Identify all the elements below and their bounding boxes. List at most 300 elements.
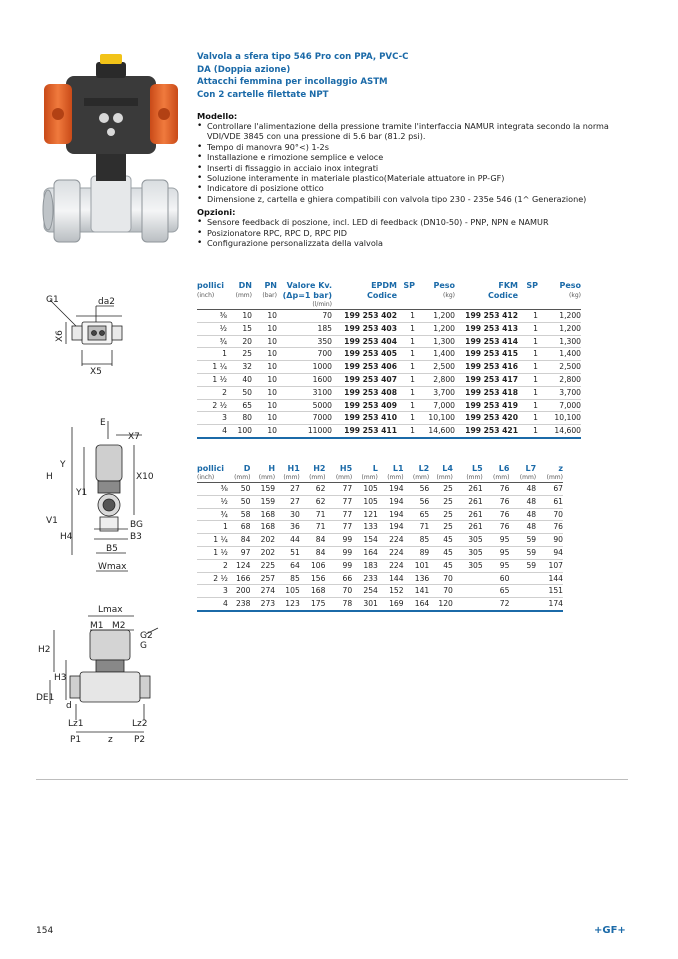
table-row: [197, 373, 581, 386]
codes-table: [197, 281, 581, 439]
table-cell: 94: [536, 546, 563, 559]
table-cell: 65: [227, 399, 252, 412]
table-cell: 1000: [277, 361, 332, 374]
table-cell: 62: [300, 483, 326, 496]
gf-logo: +GF+: [594, 925, 626, 936]
table-header-row: [197, 291, 581, 301]
table-cell: 64: [275, 559, 300, 572]
column-header: Codice: [366, 291, 397, 300]
table-cell: 32: [227, 361, 252, 374]
table-cell: ½: [197, 322, 227, 335]
table-cell: 70: [429, 572, 453, 585]
table-cell: 199 253 413: [455, 322, 518, 335]
table-cell: 1: [397, 322, 415, 335]
drawing-label: G2: [140, 631, 153, 641]
table-cell: 199 253 412: [455, 310, 518, 323]
column-unit: (mm): [283, 474, 300, 481]
column-unit: (mm): [493, 474, 510, 481]
table-cell: 85: [275, 572, 300, 585]
table-cell: 70: [325, 585, 352, 598]
table-cell: 80: [227, 412, 252, 425]
table-cell: 101: [404, 559, 430, 572]
table-cell: 144: [378, 572, 404, 585]
drawing-label: DE1: [36, 693, 55, 703]
title-line: Con 2 cartelle filettate NPT: [197, 89, 329, 100]
table-cell: 159: [250, 483, 275, 496]
drawing-label: z: [108, 735, 113, 745]
table-cell: 51: [275, 546, 300, 559]
table-cell: 224: [378, 546, 404, 559]
column-header: H: [268, 464, 276, 473]
table-cell: 1,200: [538, 310, 581, 323]
column-header: H2: [313, 464, 326, 473]
codes-table-wrap: [197, 281, 581, 439]
table-cell: 159: [250, 495, 275, 508]
table-cell: 70: [277, 310, 332, 323]
technical-drawing-side: [36, 600, 161, 745]
table-cell: 168: [250, 508, 275, 521]
list-item: • Configurazione personalizzata della valvola: [197, 238, 629, 248]
drawing-label: B5: [106, 544, 118, 554]
table-cell: 225: [250, 559, 275, 572]
table-cell: 61: [536, 495, 563, 508]
table-row: [197, 546, 563, 559]
table-cell: 10,100: [538, 412, 581, 425]
table-cell: 7,000: [415, 399, 455, 412]
table-cell: 1 ½: [197, 546, 228, 559]
table-cell: 175: [300, 598, 326, 611]
table-cell: 274: [250, 585, 275, 598]
table-cell: 76: [483, 483, 510, 496]
table-cell: 120: [429, 598, 453, 611]
table-cell: 76: [483, 521, 510, 534]
drawing-label: G: [140, 641, 147, 651]
table-cell: [509, 598, 536, 611]
drawing-label: Y1: [76, 488, 88, 498]
table-cell: 199 253 416: [455, 361, 518, 374]
column-unit: (mm): [258, 474, 276, 481]
table-cell: 261: [453, 508, 483, 521]
table-cell: 1: [518, 399, 538, 412]
table-cell: 99: [325, 559, 352, 572]
opzioni-list: [197, 217, 629, 248]
table-cell: 199 253 409: [332, 399, 397, 412]
column-unit: (mm): [235, 292, 252, 299]
column-header: PN: [264, 281, 277, 290]
column-unit: (kg): [569, 292, 581, 299]
table-cell: 27: [275, 483, 300, 496]
table-cell: 199 253 421: [455, 425, 518, 438]
dimensions-table: [197, 464, 563, 612]
table-cell: 273: [250, 598, 275, 611]
table-cell: 76: [483, 508, 510, 521]
table-cell: 95: [483, 534, 510, 547]
footer-divider: [36, 779, 628, 780]
table-cell: 1: [518, 412, 538, 425]
table-cell: 254: [352, 585, 378, 598]
table-cell: 78: [325, 598, 352, 611]
table-cell: 30: [275, 508, 300, 521]
table-cell: 202: [250, 546, 275, 559]
column-header: Peso: [559, 281, 581, 290]
table-cell: 1: [518, 386, 538, 399]
table-cell: 305: [453, 559, 483, 572]
table-cell: 84: [300, 534, 326, 547]
drawing-label: V1: [46, 516, 58, 526]
technical-drawing-front: [36, 415, 156, 580]
drawing-label: P1: [70, 735, 82, 745]
drawing-label: X5: [90, 367, 102, 377]
column-unit: (inch): [197, 292, 215, 299]
table-cell: 168: [250, 521, 275, 534]
table-cell: 3,700: [415, 386, 455, 399]
table-cell: 194: [378, 521, 404, 534]
column-unit: (mm): [436, 474, 453, 481]
table-cell: 40: [227, 373, 252, 386]
table-cell: 1: [397, 348, 415, 361]
table-cell: 2,500: [415, 361, 455, 374]
table-cell: 1,400: [538, 348, 581, 361]
table-cell: 185: [277, 322, 332, 335]
drawing-label: G1: [46, 295, 59, 305]
table-cell: 169: [378, 598, 404, 611]
table-cell: 1: [518, 322, 538, 335]
table-row: [197, 534, 563, 547]
table-cell: 199 253 414: [455, 335, 518, 348]
table-row: [197, 495, 563, 508]
table-cell: 200: [228, 585, 251, 598]
table-cell: 1,200: [538, 322, 581, 335]
table-cell: 72: [483, 598, 510, 611]
table-cell: 152: [378, 585, 404, 598]
table-cell: 20: [227, 335, 252, 348]
table-cell: 1: [397, 412, 415, 425]
table-cell: 1: [518, 425, 538, 438]
drawing-label: H3: [54, 673, 67, 683]
table-cell: 58: [228, 508, 251, 521]
drawing-label: d: [66, 701, 72, 711]
column-unit: (mm): [335, 474, 353, 481]
table-cell: 4: [197, 425, 227, 438]
table-cell: ⅜: [197, 310, 227, 323]
table-cell: 2 ½: [197, 399, 227, 412]
table-cell: 70: [536, 508, 563, 521]
table-cell: 194: [378, 495, 404, 508]
table-cell: 124: [228, 559, 251, 572]
drawing-label: M2: [112, 621, 126, 631]
table-cell: 95: [483, 559, 510, 572]
table-cell: 1600: [277, 373, 332, 386]
table-cell: 48: [509, 521, 536, 534]
table-cell: 1: [518, 373, 538, 386]
table-cell: 3: [197, 585, 228, 598]
table-cell: 10: [252, 425, 277, 438]
table-cell: 70: [429, 585, 453, 598]
column-unit: (mm): [361, 474, 378, 481]
table-cell: 1: [397, 310, 415, 323]
table-cell: 1,400: [415, 348, 455, 361]
table-cell: 199 253 405: [332, 348, 397, 361]
table-cell: 10: [252, 348, 277, 361]
table-cell: 106: [300, 559, 326, 572]
table-cell: 10: [252, 412, 277, 425]
table-header-row: [197, 281, 581, 291]
column-header: Codice: [487, 291, 518, 300]
table-header-row: [197, 464, 563, 474]
table-cell: 2,800: [538, 373, 581, 386]
table-cell: 199 253 406: [332, 361, 397, 374]
table-cell: 156: [300, 572, 326, 585]
table-cell: 1: [397, 361, 415, 374]
list-item: • Tempo di manovra 90°<) 1-2s: [197, 142, 629, 152]
drawing-label: Lz2: [132, 719, 148, 729]
table-cell: [453, 585, 483, 598]
table-cell: 168: [300, 585, 326, 598]
column-unit: (mm): [387, 474, 404, 481]
table-cell: 233: [352, 572, 378, 585]
column-header: L7: [525, 464, 537, 473]
table-cell: ¾: [197, 335, 227, 348]
column-header: L5: [472, 464, 483, 473]
list-item: • Installazione e rimozione semplice e veloce: [197, 152, 629, 162]
table-cell: 76: [536, 521, 563, 534]
title-line: Attacchi femmina per incollaggio ASTM: [197, 77, 388, 88]
column-header: L2: [418, 464, 430, 473]
table-cell: 199 253 411: [332, 425, 397, 438]
drawing-label: Wmax: [98, 562, 127, 572]
column-unit: (mm): [466, 474, 483, 481]
table-cell: 100: [227, 425, 252, 438]
table-cell: 71: [300, 508, 326, 521]
table-cell: 199 253 417: [455, 373, 518, 386]
table-cell: 121: [352, 508, 378, 521]
table-cell: 27: [275, 495, 300, 508]
table-cell: ¾: [197, 508, 228, 521]
table-cell: 10,100: [415, 412, 455, 425]
table-cell: 50: [228, 483, 251, 496]
drawing-label: Lz1: [68, 719, 84, 729]
table-cell: [509, 572, 536, 585]
table-cell: 1: [197, 521, 228, 534]
modello-label: Modello:: [197, 111, 238, 121]
table-cell: 105: [352, 483, 378, 496]
table-cell: 2: [197, 386, 227, 399]
table-cell: 97: [228, 546, 251, 559]
title-line: DA (Doppia azione): [197, 64, 291, 75]
table-cell: 194: [378, 483, 404, 496]
table-cell: 10: [252, 310, 277, 323]
table-cell: 350: [277, 335, 332, 348]
drawing-label: M1: [90, 621, 104, 631]
table-cell: 84: [300, 546, 326, 559]
column-unit: (mm): [412, 474, 430, 481]
drawing-label: H4: [60, 532, 73, 542]
table-cell: 1: [397, 425, 415, 438]
table-cell: 65: [483, 585, 510, 598]
table-cell: 25: [227, 348, 252, 361]
table-cell: 10: [252, 335, 277, 348]
table-cell: 71: [404, 521, 430, 534]
table-cell: 99: [325, 546, 352, 559]
product-title: [197, 51, 627, 101]
table-cell: 68: [228, 521, 251, 534]
table-cell: 141: [404, 585, 430, 598]
modello-section: [197, 111, 629, 248]
table-row: [197, 335, 581, 348]
table-cell: 50: [227, 386, 252, 399]
column-header: SP: [403, 281, 415, 290]
drawing-label: Lmax: [98, 605, 123, 615]
table-cell: 1: [397, 386, 415, 399]
table-cell: 90: [536, 534, 563, 547]
table-row: [197, 572, 563, 585]
table-row: [197, 310, 581, 323]
table-cell: 238: [228, 598, 251, 611]
table-cell: 183: [352, 559, 378, 572]
table-cell: 7,000: [538, 399, 581, 412]
table-cell: 84: [228, 534, 251, 547]
table-cell: 164: [352, 546, 378, 559]
table-cell: 261: [453, 521, 483, 534]
product-image: [36, 48, 186, 258]
table-cell: 11000: [277, 425, 332, 438]
table-row: [197, 425, 581, 438]
column-header: pollici: [197, 464, 224, 473]
column-header: L: [372, 464, 378, 473]
table-cell: 5000: [277, 399, 332, 412]
table-cell: 199 253 403: [332, 322, 397, 335]
table-cell: 59: [509, 546, 536, 559]
table-cell: 50: [228, 495, 251, 508]
table-cell: 1,200: [415, 322, 455, 335]
table-cell: 45: [429, 546, 453, 559]
table-cell: 305: [453, 534, 483, 547]
table-cell: 3: [197, 412, 227, 425]
table-cell: 199 253 402: [332, 310, 397, 323]
table-cell: 2,500: [538, 361, 581, 374]
column-unit: (inch): [197, 474, 215, 481]
table-cell: 77: [325, 521, 352, 534]
table-cell: 305: [453, 546, 483, 559]
table-cell: 10: [252, 322, 277, 335]
table-row: [197, 559, 563, 572]
table-cell: 194: [378, 508, 404, 521]
table-cell: 257: [250, 572, 275, 585]
table-cell: 10: [252, 399, 277, 412]
table-cell: 1: [197, 348, 227, 361]
modello-list: [197, 121, 629, 204]
drawing-label: E: [100, 418, 106, 428]
table-cell: 76: [483, 495, 510, 508]
column-unit: (l/min): [312, 301, 332, 308]
table-cell: 199 253 415: [455, 348, 518, 361]
drawing-label: X6: [55, 330, 65, 342]
table-row: [197, 348, 581, 361]
table-cell: 60: [483, 572, 510, 585]
table-row: [197, 322, 581, 335]
column-header: pollici: [197, 281, 224, 290]
table-cell: 261: [453, 483, 483, 496]
table-cell: 144: [536, 572, 563, 585]
table-cell: 10: [252, 373, 277, 386]
table-cell: 1: [518, 335, 538, 348]
table-cell: ½: [197, 495, 228, 508]
list-item: • Posizionatore RPC, RPC D, RPC PID: [197, 228, 629, 238]
table-cell: [453, 572, 483, 585]
column-header: L4: [442, 464, 453, 473]
drawing-label: Y: [60, 460, 66, 470]
table-cell: 105: [352, 495, 378, 508]
table-cell: 261: [453, 495, 483, 508]
column-header: L1: [392, 464, 404, 473]
table-cell: 14,600: [538, 425, 581, 438]
table-cell: 67: [536, 483, 563, 496]
table-cell: 56: [404, 495, 430, 508]
table-cell: [453, 598, 483, 611]
table-cell: 133: [352, 521, 378, 534]
page-number: 154: [36, 926, 54, 936]
table-cell: 164: [404, 598, 430, 611]
column-header: (Δp=1 bar): [282, 291, 332, 300]
table-row: [197, 399, 581, 412]
table-cell: 136: [404, 572, 430, 585]
table-cell: 1 ¼: [197, 361, 227, 374]
table-row: [197, 598, 563, 611]
table-cell: 59: [509, 534, 536, 547]
table-cell: 14,600: [415, 425, 455, 438]
opzioni-label: Opzioni:: [197, 207, 236, 218]
table-cell: 95: [483, 546, 510, 559]
table-cell: 25: [429, 495, 453, 508]
table-cell: 1,200: [415, 310, 455, 323]
drawing-label: P2: [134, 735, 146, 745]
table-cell: 59: [509, 559, 536, 572]
table-cell: 224: [378, 559, 404, 572]
column-unit: (mm): [546, 474, 563, 481]
table-cell: 1 ¼: [197, 534, 228, 547]
title-line: Valvola a sfera tipo 546 Pro con PPA, PVC-C: [197, 52, 409, 62]
table-cell: 154: [352, 534, 378, 547]
table-row: [197, 483, 563, 496]
table-cell: 25: [429, 483, 453, 496]
table-cell: 48: [509, 508, 536, 521]
table-row: [197, 521, 563, 534]
table-cell: 199 253 408: [332, 386, 397, 399]
column-header: SP: [526, 281, 538, 290]
table-cell: 199 253 404: [332, 335, 397, 348]
table-header-row: [197, 474, 563, 483]
table-cell: 1: [518, 361, 538, 374]
table-cell: 1,300: [538, 335, 581, 348]
table-row: [197, 508, 563, 521]
table-cell: 199 253 419: [455, 399, 518, 412]
table-cell: 105: [275, 585, 300, 598]
drawing-label: H2: [38, 645, 51, 655]
table-cell: 25: [429, 508, 453, 521]
table-cell: 199 253 420: [455, 412, 518, 425]
table-cell: 66: [325, 572, 352, 585]
table-cell: 202: [250, 534, 275, 547]
table-cell: 71: [300, 521, 326, 534]
list-item: • Sensore feedback di poszione, incl. LED di feedback (DN10-50) - PNP, NPN e NAMUR: [197, 217, 629, 227]
column-header: DN: [238, 281, 252, 290]
table-cell: 2,800: [415, 373, 455, 386]
table-row: [197, 412, 581, 425]
table-cell: 1: [397, 373, 415, 386]
table-cell: 123: [275, 598, 300, 611]
table-cell: 48: [509, 483, 536, 496]
table-cell: 224: [378, 534, 404, 547]
